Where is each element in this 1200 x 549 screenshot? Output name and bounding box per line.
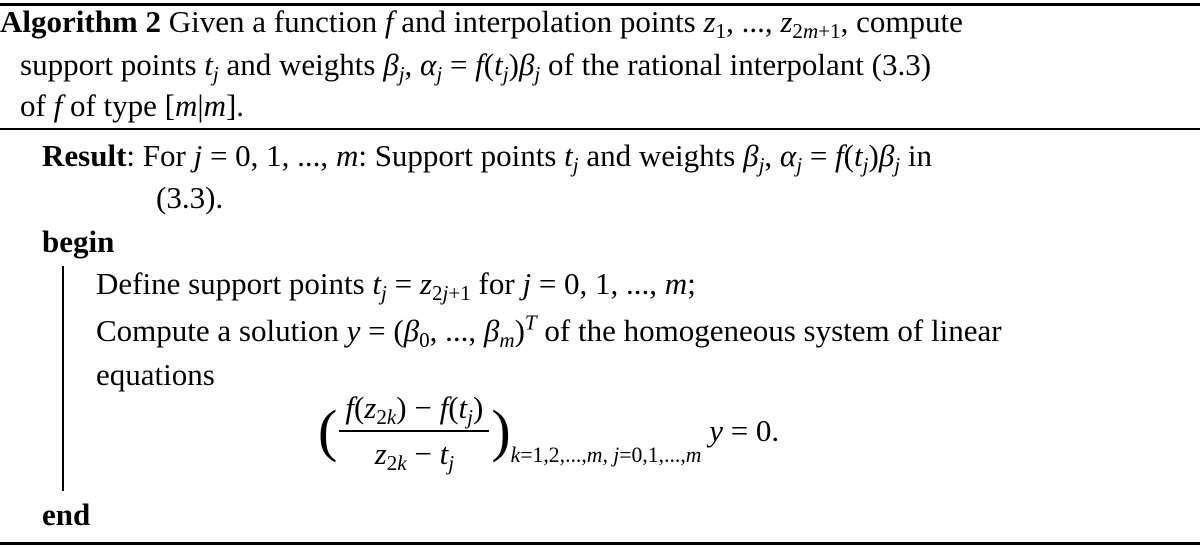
- fraction: [339, 390, 489, 475]
- end-keyword: end: [42, 497, 91, 532]
- result-label: Result: [42, 138, 127, 173]
- begin-keyword: begin: [42, 224, 115, 259]
- caption-text-1: Given a function f and interpolation points $z_1$, ..., $z_{2m+1}$, compute: [168, 4, 963, 43]
- fraction-denominator: $z_{2k} - t_j$: [374, 436, 455, 475]
- equation-rhs: y = 0.: [709, 413, 780, 448]
- step-compute-line-1: Compute a solution $y = (\beta_0$, ..., $\beta_m)^T$ of the homogeneous system of linear: [96, 310, 1002, 352]
- algorithm-caption-line-2: support points $t_j$ and weights $\beta_j$, $\alpha_j = f(t_j)\beta_j$ of the rational interpolant (3.3): [20, 47, 932, 86]
- algorithm-caption-line-1: [0, 4, 963, 43]
- step-compute-line-2: equations: [96, 357, 215, 392]
- right-paren: ): [491, 398, 511, 463]
- algorithm-label: Algorithm 2: [0, 4, 162, 39]
- fraction-numerator: $f(z_{2k}) - f(t_j)$: [339, 390, 489, 432]
- equation: [318, 390, 780, 475]
- equation-subscript: k=1,2,...,m, j=0,1,...,m: [510, 442, 702, 467]
- left-paren: (: [318, 398, 338, 463]
- result-line-1: Result: For j = 0, 1, ..., m: Support points $t_j$ and weights $\beta_j$, $\alpha_j = f(t_j)\beta_j$ in: [42, 138, 932, 177]
- result-line-2: (3.3).: [156, 180, 224, 215]
- bottom-rule: [0, 542, 1200, 545]
- caption-rule: [0, 128, 1200, 130]
- algorithm-caption-line-3: of f of type [m|m].: [20, 88, 245, 123]
- step-define: Define support points $t_j = z_{2j+1}$ for j = 0, 1, ..., m;: [96, 266, 696, 305]
- block-bar: [62, 266, 64, 491]
